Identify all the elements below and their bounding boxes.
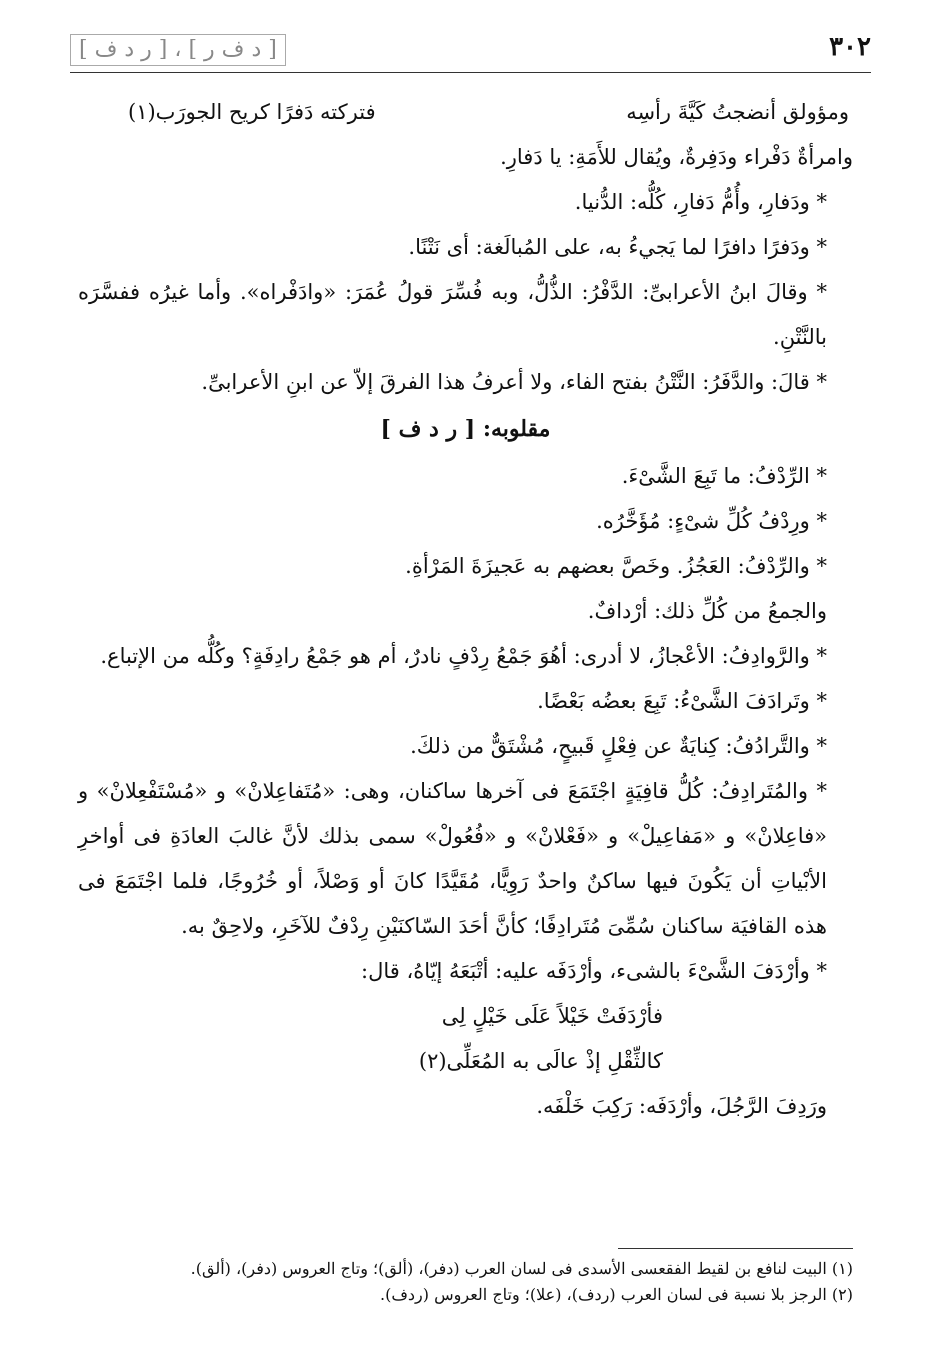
page-header	[70, 30, 871, 78]
entry-line: * ورِدْفُ كُلِّ شىْءٍ: مُؤَخَّرُه.	[596, 509, 827, 533]
header-rule	[70, 72, 871, 73]
footnotes	[78, 1256, 853, 1308]
verse-hemistich-second: فتركته دَفرًا كريح الجورَب(١)	[128, 100, 376, 124]
entry-line: * ودَفرًا دافرًا لما يَجيءُ به، على المُبالَغة: أى نَتْنًا.	[408, 235, 827, 259]
entry-line: ورَدِفَ الرَّجُلَ، وأرْدَفَه: رَكِبَ خَلْفَه.	[536, 1094, 827, 1118]
entry-line: * قالَ: والدَّفَرُ: النَّتْنُ بفتح الفاء، ولا أعرفُ هذا الفرقَ إلاّ عن ابنِ الأعرابىِّ.	[201, 370, 827, 394]
entry-line: * الرِّدْفُ: ما تَبِعَ الشَّىْءَ.	[621, 464, 827, 488]
entry-line: * وتَرادَفَ الشَّىْءُ: تَبِعَ بعضُه بَعْضًا.	[537, 689, 827, 713]
entry-line: * وأرْدَفَ الشَّىْءَ بالشىء، وأرْدَفَه عليه: أتْبَعَهُ إيّاهُ، قال:	[361, 959, 827, 983]
entry-line: * والرِّدْفُ: العَجُزُ. وخَصَّ بعضهم به عَجيزَةَ المَرْأةِ.	[405, 554, 827, 578]
footnote-rule	[618, 1248, 853, 1249]
poem-line: فأرْدَفَتْ خَيْلاً عَلَى خَيْلٍ لِى	[441, 1004, 663, 1028]
entry-paragraph: * والمُتَرادِفُ: كُلُّ قافِيَةٍ اجْتَمَعَ فى آخرها ساكنان، وهى: «مُتَفاعِلانْ» و «مُسْتَفْعِلانْ» و «فاعِلانْ» و «مَفاعِيلْ» و «فَعْلانْ» و «فُعُولْ» سمى بذلك لأنَّ غالبَ العادَةِ فى أواخرِ الأبْياتِ أن يَكُونَ فيها ساكنٌ واحدٌ رَوِيًّا، مُقَيَّدًا كانَ أو وَصْلاً، أو خُرُوجًا، فلما اجْتَمَعَ فى هذه القافيَة ساكنان سُمِّىَ مُتَرادِفًا؛ كأنَّ أحَدَ السّاكنَيْنِ رِدْفٌ للآخَرِ، ولاحِقٌ به.	[78, 779, 827, 938]
page-number: ٣٠٢	[829, 32, 871, 62]
verse-hemistich-first: ومؤولق أنضجتُ كَيَّةَ رأسِه	[626, 100, 849, 124]
text-line: وامرأةٌ دَفْراء ودَفِرةٌ، ويُقال للأَمَةِ: يا دَفارِ.	[500, 145, 853, 169]
verse-line	[78, 90, 853, 135]
footnote-2: (٢) الرجز بلا نسبة فى لسان العرب (ردف)، (علا)؛ وتاج العروس (ردف).	[380, 1285, 853, 1304]
section-heading: مقلوبه: [ ر د ف ]	[380, 416, 551, 442]
running-head: [ د ف ر ] ، [ ر د ف ]	[70, 34, 286, 66]
entry-line: * ودَفارِ، وأُمُّ دَفارِ، كُلُّه: الدُّنيا.	[574, 190, 827, 214]
poem-line: كالثِّقْلِ إذْ عالَى به المُعَلِّى(٢)	[418, 1049, 663, 1073]
footnote-1: (١) البيت لنافع بن لقيط الفقعسى الأسدى فى لسان العرب (دفر)، (ألق)؛ وتاج العروس (دفر)، (ألق).	[190, 1259, 853, 1278]
text-line: والجمعُ من كُلِّ ذلك: أرْدافٌ.	[587, 599, 827, 623]
entry-paragraph: * والرَّوادِفُ: الأعْجازُ، لا أدرى: أهُوَ جَمْعُ رِدْفٍ نادرٌ، أم هو جَمْعُ رادِفَةٍ؟ وكُلُّه من الإتباع.	[100, 644, 827, 668]
main-text	[78, 90, 853, 1129]
entry-line: * والتَّرادُفُ: كِنايَةٌ عن فِعْلٍ قَبيحٍ، مُشْتَقٌّ من ذلكَ.	[410, 734, 827, 758]
entry-paragraph: * وقالَ ابنُ الأعرابىِّ: الدَّفْرُ: الذُّلُّ، وبه فُسِّرَ قولُ عُمَرَ: «وادَفْراه». وأما غيرُه ففسَّرَه بالنَّتْنِ.	[78, 280, 827, 349]
